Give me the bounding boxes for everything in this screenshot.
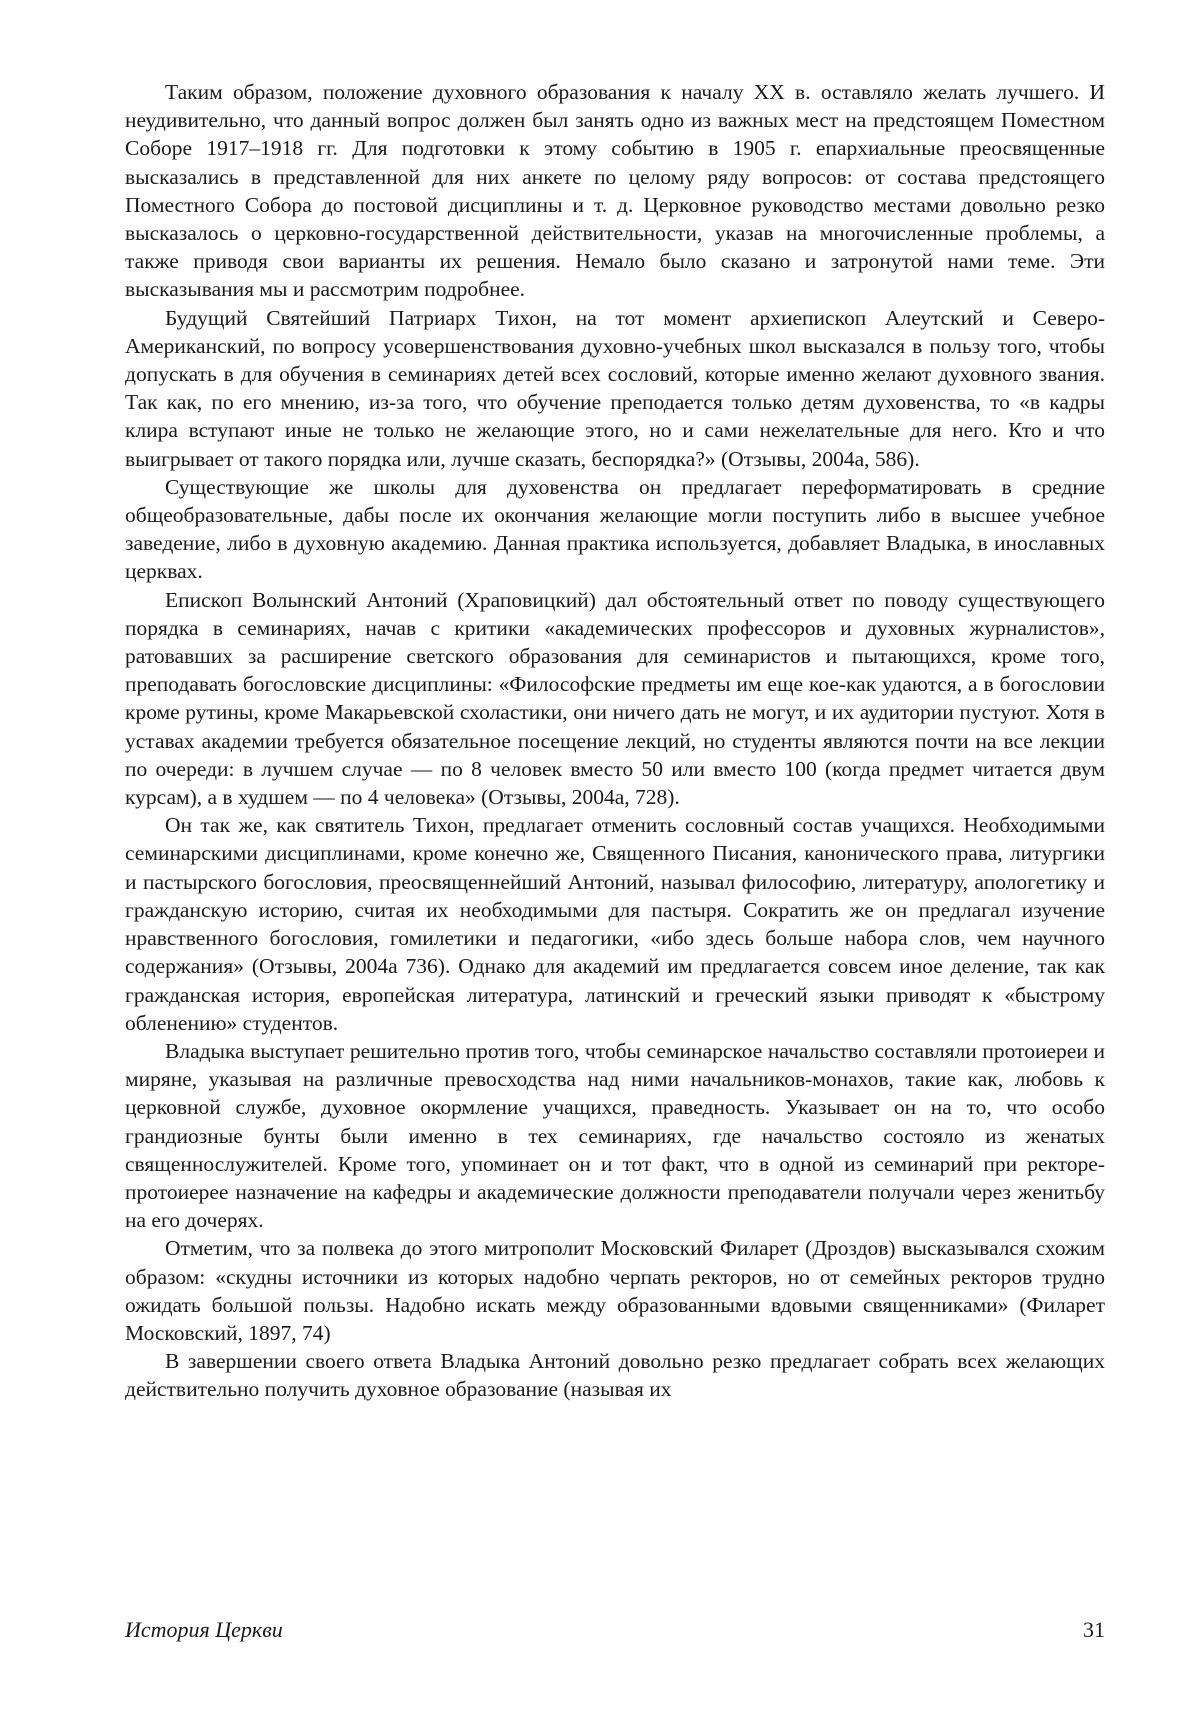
paragraph: Владыка выступает решительно против того, чтобы семинарское начальство составляли протоиереи и миряне, указывая на различные превосходства над ними начальников-монахов, такие как, любовь к церковной службе, духовное окормление учащихся, праведность. Указывает он на то, что особо грандиозные бунты были именно в тех семинариях, где начальство состояло из женатых священнослужителей. Кроме того, упоминает он и тот факт, что в одной из семинарий при ректоре-протоиерее назначение на кафедры и академические должности преподаватели получали через женитьбу на его дочерях.	[125, 1038, 1105, 1233]
paragraph: В завершении своего ответа Владыка Антоний довольно резко предлагает собрать всех желающих действительно получить духовное образование (называя их	[125, 1349, 1105, 1402]
paragraph: Отметим, что за полвека до этого митрополит Московский Филарет (Дроздов) высказывался схожим образом: «скудны источники из которых надобно черпать ректоров, но от семейных ректоров трудно ожидать большой пользы. Надобно искать между образованными вдовыми священниками» (Филарет Московский, 1897, 74)	[125, 1236, 1105, 1345]
article-body	[125, 78, 1105, 1404]
page-number: 31	[1083, 1617, 1105, 1642]
page-footer	[125, 1617, 1105, 1643]
paragraph: Он так же, как святитель Тихон, предлагает отменить сословный состав учащихся. Необходимыми семинарскими дисциплинами, кроме конечно же, Священного Писания, канонического права, литургики и пастырского богословия, преосвященнейший Антоний, называл философию, литературу, апологетику и гражданскую историю, считая их необходимыми для пастыря. Сократить же он предлагал изучение нравственного богословия, гомилетики и педагогики, «ибо здесь больше набора слов, чем научного содержания» (Отзывы, 2004а 736). Однако для академий им предлагается совсем иное деление, так как гражданская история, европейская литература, латинский и греческий языки приводят к «быстрому обленению» студентов.	[125, 813, 1105, 1035]
paragraph: Существующие же школы для духовенства он предлагает переформатировать в средние общеобразовательные, дабы после их окончания желающие могли поступить либо в высшее учебное заведение, либо в духовную академию. Данная практика используется, добавляет Владыка, в инославных церквах.	[125, 474, 1105, 584]
journal-name: История Церкви	[125, 1617, 283, 1642]
paragraph: Таким образом, положение духовного образования к началу XX в. оставляло желать лучшего. И неудивительно, что данный вопрос должен был занять одно из важных мест на предстоящем Поместном Соборе 1917–1918 гг. Для подготовки к этому событию в 1905 г. епархиальные преосвященные высказались в представленной для них анкете по целому ряду вопросов: от состава предстоящего Поместного Собора до постовой дисциплины и т. д. Церковное руководство местами довольно резко высказалось о церковно-государственной действительности, указав на многочисленные проблемы, а также приводя свои варианты их решения. Немало было сказано и затронутой нами теме. Эти высказывания мы и рассмотрим подробнее.	[125, 80, 1105, 302]
paragraph: Епископ Волынский Антоний (Храповицкий) дал обстоятельный ответ по поводу существующего порядка в семинариях, начав с критики «академических профессоров и духовных журналистов», ратовавших за расширение светского образования для семинаристов и пытающихся, кроме того, преподавать богословские дисциплины: «Философские предметы им еще кое-как удаются, а в богословии кроме рутины, кроме Макарьевской схоластики, они ничего дать не могут, и их аудитории пустуют. Хотя в уставах академии требуется обязательное посещение лекций, но студенты являются почти на все лекции по очереди: в лучшем случае — по 8 человек вместо 50 или вместо 100 (когда предмет читается двум курсам), а в худшем — по 4 человека» (Отзывы, 2004а, 728).	[125, 587, 1105, 810]
paragraph: Будущий Святейший Патриарх Тихон, на тот момент архиепископ Алеутский и Северо-Американский, по вопросу усовершенствования духовно-учебных школ высказался в пользу того, чтобы допускать в для обучения в семинариях детей всех сословий, которые именно желают духовного звания. Так как, по его мнению, из-за того, что обучение преподается только детям духовенства, то «в кадры клира вступают иные не только не желающие этого, но и сами нежелательные для него. Кто и что выигрывает от такого порядка или, лучше сказать, беспорядка?» (Отзывы, 2004а, 586).	[125, 305, 1105, 471]
